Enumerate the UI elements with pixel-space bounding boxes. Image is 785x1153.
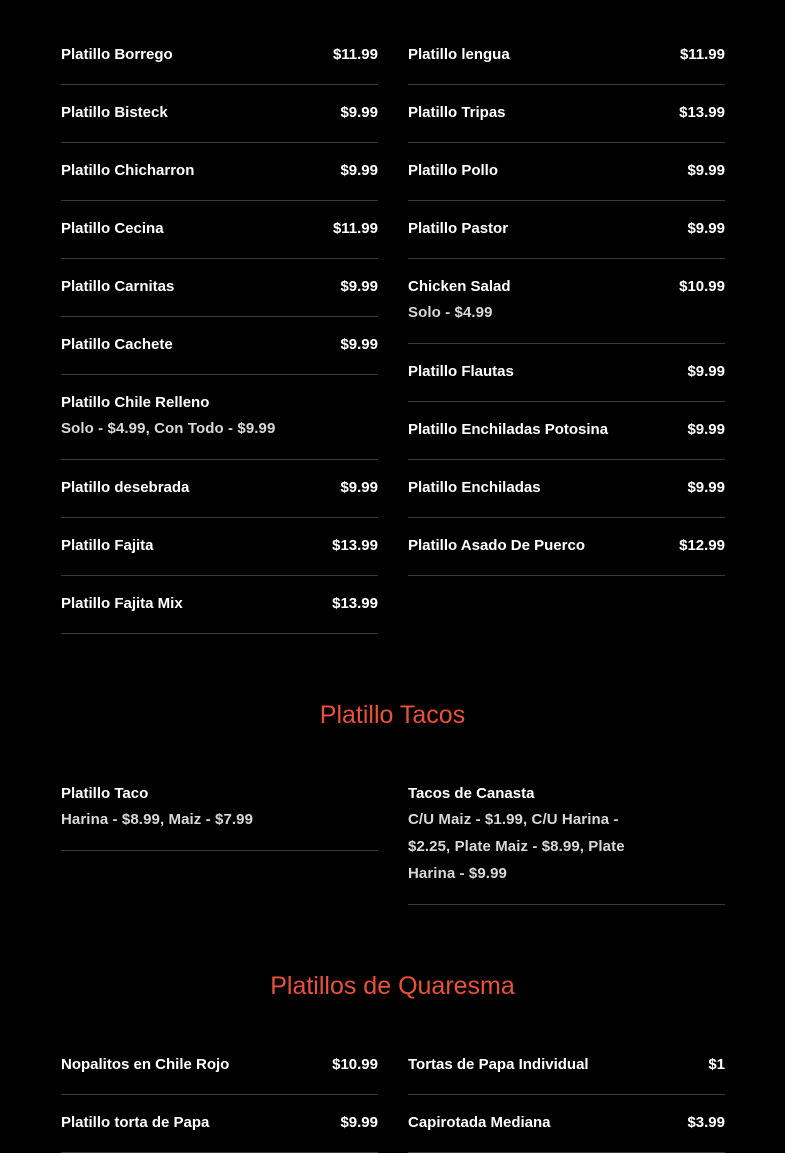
menu-item — [408, 766, 725, 905]
menu-item-price: $9.99 — [340, 278, 378, 295]
menu-item-row — [61, 217, 378, 241]
menu-item-name: Platillo Chicharron — [61, 162, 195, 179]
menu-item-description: Solo - $4.99 — [408, 304, 493, 321]
menu-item-name: Platillo Pollo — [408, 162, 499, 179]
menu-column-left — [61, 27, 378, 634]
menu-item — [408, 201, 725, 259]
menu-item-price: $3.99 — [687, 1114, 725, 1131]
menu-item-row — [61, 43, 378, 67]
menu-item-price: $12.99 — [679, 537, 725, 554]
menu-item — [61, 766, 378, 851]
menu-item — [61, 1037, 378, 1095]
menu-item — [61, 518, 378, 576]
menu-column-right — [408, 27, 725, 634]
menu-item — [408, 518, 725, 576]
menu-item-price: $10.99 — [679, 278, 725, 295]
menu-column-right — [408, 766, 725, 905]
menu-item-description: Solo - $4.99, Con Todo - $9.99 — [61, 420, 276, 437]
menu-item-row — [408, 534, 725, 558]
menu-item-row — [408, 159, 725, 183]
section-title-quaresma: Platillos de Quaresma — [270, 972, 515, 1000]
menu-item — [408, 259, 725, 344]
menu-item — [408, 27, 725, 85]
menu-item-row — [61, 1111, 378, 1135]
menu-item-price: $10.99 — [332, 1056, 378, 1073]
menu-item — [61, 143, 378, 201]
menu-item-row — [408, 43, 725, 67]
menu-item-price: $9.99 — [340, 336, 378, 353]
menu-item-row — [61, 534, 378, 558]
menu-item — [408, 85, 725, 143]
menu-item-name: Platillo Enchiladas — [408, 479, 541, 496]
menu-item-price: $9.99 — [687, 220, 725, 237]
menu-item-row — [61, 592, 378, 616]
menu-item — [61, 259, 378, 317]
menu-item-row — [61, 101, 378, 125]
menu-item-description: Harina - $8.99, Maiz - $7.99 — [61, 811, 254, 828]
menu-item — [61, 27, 378, 85]
menu-item-description: C/U Maiz - $1.99, C/U Harina - $2.25, Plate Maiz - $8.99, Plate Harina - $9.99 — [408, 811, 625, 882]
menu-item-name: Platillo torta de Papa — [61, 1114, 210, 1131]
menu-item — [408, 1095, 725, 1153]
menu-item-row — [408, 1053, 725, 1077]
menu-item-price: $9.99 — [687, 363, 725, 380]
menu-column-left — [61, 766, 378, 905]
menu-item-name: Platillo Fajita — [61, 537, 154, 554]
menu-item-price: $11.99 — [679, 46, 725, 63]
menu-item — [61, 85, 378, 143]
menu-item — [408, 143, 725, 201]
menu-item-price: $9.99 — [340, 104, 378, 121]
menu-item — [408, 344, 725, 402]
menu-item-name: Platillo Pastor — [408, 220, 509, 237]
menu-item-row — [408, 217, 725, 241]
menu-item-name: Platillo Carnitas — [61, 278, 175, 295]
menu-item-row — [408, 101, 725, 125]
menu-item-name: Platillo lengua — [408, 46, 510, 63]
menu-item-price: $9.99 — [340, 1114, 378, 1131]
menu-item-row — [61, 159, 378, 183]
quaresma-menu-grid — [61, 1037, 725, 1153]
menu-item-name: Platillo Flautas — [408, 363, 514, 380]
menu-item-name: Tacos de Canasta — [408, 785, 535, 802]
menu-item-name: Platillo Cachete — [61, 336, 173, 353]
menu-item-price: $9.99 — [687, 479, 725, 496]
menu-item — [61, 1095, 378, 1153]
menu-item-name: Platillo Chile Relleno — [61, 394, 210, 411]
menu-item-name: Platillo Asado De Puerco — [408, 537, 585, 554]
menu-item-row — [61, 1053, 378, 1077]
menu-item-name: Platillo Bisteck — [61, 104, 168, 121]
menu-item-name: Chicken Salad — [408, 278, 511, 295]
menu-item-row — [408, 782, 725, 806]
menu-item-price: $9.99 — [340, 479, 378, 496]
menu-item-row — [61, 782, 378, 806]
menu-item — [408, 402, 725, 460]
menu-item-price: $13.99 — [679, 104, 725, 121]
menu-item-name: Platillo Cecina — [61, 220, 164, 237]
menu-item-name: Capirotada Mediana — [408, 1114, 551, 1131]
menu-item — [61, 375, 378, 460]
menu-item-name: Tortas de Papa Individual — [408, 1056, 589, 1073]
menu-item-row — [408, 476, 725, 500]
menu-item-row — [408, 275, 725, 299]
platillos-menu-grid — [61, 27, 725, 634]
menu-item-price: $9.99 — [340, 162, 378, 179]
tacos-menu-grid — [61, 766, 725, 905]
menu-item-name: Nopalitos en Chile Rojo — [61, 1056, 230, 1073]
menu-item-row — [408, 1111, 725, 1135]
menu-item — [61, 317, 378, 375]
menu-item-row — [61, 333, 378, 357]
menu-item-price: $13.99 — [332, 595, 378, 612]
menu-item-price: $9.99 — [687, 162, 725, 179]
menu-item-price: $1 — [708, 1056, 725, 1073]
menu-item — [408, 1037, 725, 1095]
menu-item-price: $13.99 — [332, 537, 378, 554]
menu-item-name: Platillo Enchiladas Potosina — [408, 421, 609, 438]
menu-item-name: Platillo Borrego — [61, 46, 173, 63]
menu-item-price: $11.99 — [332, 46, 378, 63]
menu-item-row — [408, 360, 725, 384]
menu-item-name: Platillo Tripas — [408, 104, 506, 121]
menu-item — [408, 460, 725, 518]
menu-item-name: Platillo Fajita Mix — [61, 595, 183, 612]
menu-item-price: $9.99 — [687, 421, 725, 438]
menu-item — [61, 460, 378, 518]
menu-item-name: Platillo desebrada — [61, 479, 190, 496]
menu-item-row — [61, 275, 378, 299]
menu-column-right — [408, 1037, 725, 1153]
menu-item-row — [408, 418, 725, 442]
menu-item-name: Platillo Taco — [61, 785, 149, 802]
menu-item-row — [61, 391, 378, 415]
menu-item — [61, 576, 378, 634]
menu-item-row — [61, 476, 378, 500]
menu-item-price: $11.99 — [332, 220, 378, 237]
menu-column-left — [61, 1037, 378, 1153]
menu-item — [61, 201, 378, 259]
section-title-tacos: Platillo Tacos — [319, 701, 466, 729]
